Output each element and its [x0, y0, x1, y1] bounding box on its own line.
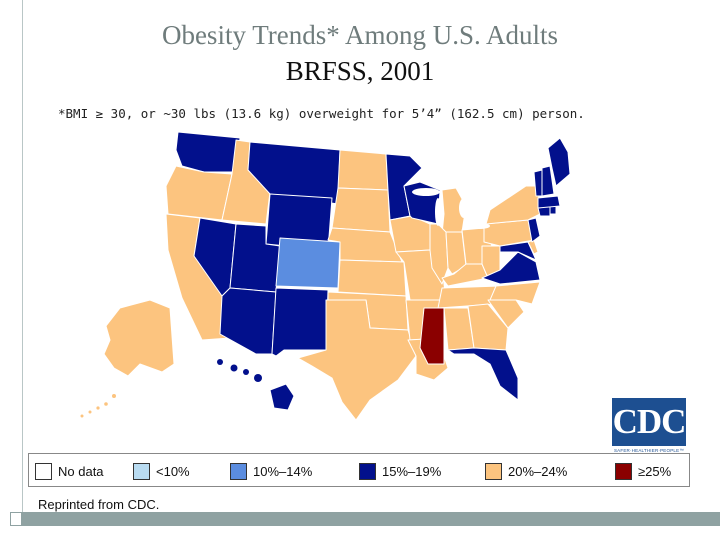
state-MS [420, 308, 444, 364]
legend-swatch [230, 463, 247, 480]
slide-bottom-bar [22, 512, 720, 526]
legend-label: 15%–19% [382, 463, 442, 479]
state-HI [270, 384, 294, 410]
legend-label: No data [58, 463, 104, 479]
legend-item [359, 461, 441, 481]
island-hawaii [254, 374, 262, 382]
lake-huron [459, 198, 469, 218]
state-VT [534, 170, 542, 196]
slide-bar-tick [10, 512, 22, 526]
legend-swatch [35, 463, 52, 480]
state-WA [176, 132, 240, 172]
state-KS [338, 260, 406, 296]
lake-michigan [435, 198, 441, 226]
legend-item [615, 461, 671, 481]
state-FL [448, 348, 518, 400]
state-TN [438, 286, 500, 308]
legend-label: 10%–14% [253, 463, 313, 479]
cdc-logo-text: CDC [612, 398, 686, 446]
island-aleutian [112, 394, 116, 398]
island-aleutian [89, 411, 92, 414]
island-aleutian [96, 406, 99, 409]
state-ND [338, 150, 388, 190]
legend-label: ≥25% [638, 463, 672, 479]
legend-item [485, 461, 567, 481]
legend-swatch [133, 463, 150, 480]
cdc-logo-tagline: SAFER·HEALTHIER·PEOPLE™ [613, 448, 685, 453]
island-hawaii [243, 369, 249, 375]
bmi-footnote: *BMI ≥ 30, or ~30 lbs (13.6 kg) overweight for 5’4” (162.5 cm) person. [58, 106, 585, 121]
state-NY [486, 186, 540, 224]
state-AZ [220, 288, 276, 354]
legend-swatch [359, 463, 376, 480]
state-MA [538, 196, 560, 208]
legend-item [35, 461, 104, 481]
legend-swatch [485, 463, 502, 480]
credit-text: Reprinted from CDC. [38, 497, 160, 512]
lake-erie [470, 223, 490, 229]
lake-superior [412, 188, 440, 196]
state-SD [332, 188, 390, 232]
legend-swatch [615, 463, 632, 480]
island-hawaii [217, 359, 223, 365]
page-title: Obesity Trends* Among U.S. Adults [161, 20, 559, 50]
hawaii-islands [217, 359, 262, 382]
legend-item [230, 461, 312, 481]
island-aleutian [104, 402, 108, 406]
map-legend [28, 453, 690, 487]
legend-label: <10% [156, 463, 190, 479]
island-aleutian [81, 415, 84, 418]
aleutian-islands [81, 394, 117, 418]
us-obesity-map [70, 128, 610, 428]
state-OR [166, 166, 232, 220]
page-subtitle: BRFSS, 2001 [285, 56, 435, 86]
state-NM [272, 288, 328, 356]
state-IA [390, 216, 430, 252]
legend-label: 20%–24% [508, 463, 568, 479]
state-AK [104, 300, 174, 376]
island-hawaii [231, 365, 238, 372]
state-CO [276, 238, 340, 288]
legend-item [133, 461, 190, 481]
